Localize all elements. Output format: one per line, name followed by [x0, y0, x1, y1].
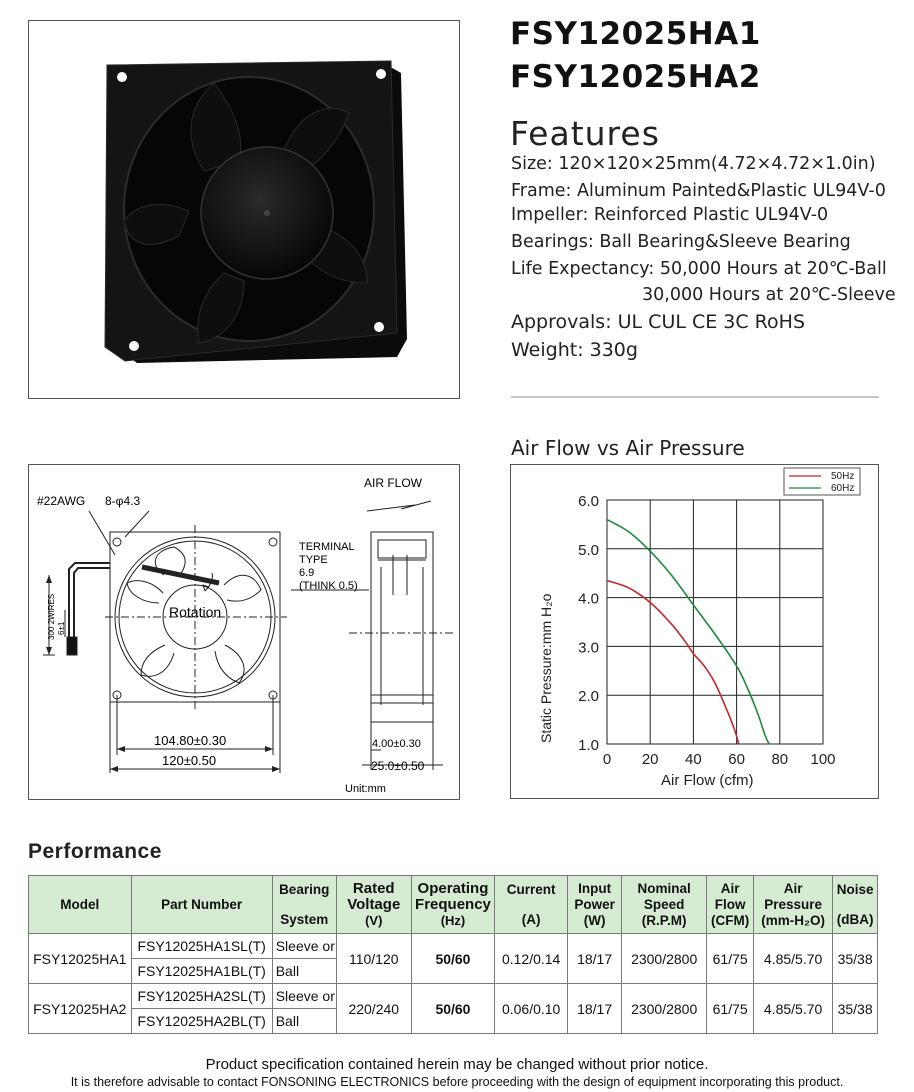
cell-current: 0.06/0.10: [495, 984, 568, 1034]
y-axis-label: Static Pressure:mm H₂o: [538, 593, 554, 743]
cell-air-flow: 61/75: [707, 934, 754, 984]
feature-frame: Frame: Aluminum Painted&Plastic UL94V-0: [511, 181, 886, 201]
inset-label: 4.00±0.30: [372, 738, 421, 750]
feature-life-sleeve: 30,000 Hours at 20℃-Sleeve: [642, 285, 896, 305]
header-part-number: Part Number: [131, 876, 272, 934]
cell-bearing: Ball: [272, 1009, 336, 1034]
table-row: [29, 934, 878, 959]
footer-advice: It is therefore advisable to contact FONSONING ELECTRONICS before proceeding with the design of equipment incorporating this product.: [70, 1075, 844, 1089]
y-tick-label: 3.0: [578, 639, 599, 657]
x-axis-label: Air Flow (cfm): [661, 772, 754, 789]
header-voltage: Rated Voltage (V): [336, 876, 411, 934]
header-bearing: Bearing System: [272, 876, 336, 934]
header-speed: Nominal Speed (R.P.M): [622, 876, 707, 934]
chart-title: Air Flow vs Air Pressure: [511, 436, 745, 460]
header-air-pressure: Air Pressure (mm-H₂O): [754, 876, 833, 934]
rotation-label: Rotation: [169, 604, 222, 620]
cell-air-pressure: 4.85/5.70: [754, 934, 833, 984]
x-tick-label: 0: [602, 751, 612, 768]
thickness-label: 25.0±0.50: [371, 759, 425, 773]
cell-part-number: FSY12025HA1BL(T): [131, 959, 272, 984]
footer-notice: Product specification contained herein may be changed without prior notice.: [205, 1056, 709, 1073]
cell-air-flow: 61/75: [707, 984, 754, 1034]
feature-life: Life Expectancy: 50,000 Hours at 20℃-Ball: [511, 259, 887, 279]
performance-table: [28, 875, 878, 1034]
cell-bearing: Ball: [272, 959, 336, 984]
cell-bearing: Sleeve or: [272, 934, 336, 959]
unit-label: Unit:mm: [345, 783, 386, 795]
cell-power: 18/17: [568, 934, 622, 984]
performance-title: Performance: [28, 840, 162, 863]
plot-area: [607, 500, 823, 744]
awg-label: #22AWG: [37, 494, 86, 508]
terminal-label-4: (THINK 0.5): [299, 580, 358, 592]
cell-part-number: FSY12025HA1SL(T): [131, 934, 272, 959]
cell-part-number: FSY12025HA2BL(T): [131, 1009, 272, 1034]
feature-weight: Weight: 330g: [511, 339, 638, 361]
legend-label-60hz: 60Hz: [831, 483, 855, 494]
cell-power: 18/17: [568, 984, 622, 1034]
feature-bearings: Bearings: Ball Bearing&Sleeve Bearing: [511, 232, 851, 252]
dimension-drawing: [29, 465, 459, 799]
terminal-label-1: TERMINAL: [299, 541, 355, 553]
features-heading: Features: [510, 114, 660, 153]
cell-model: FSY12025HA1: [29, 934, 132, 984]
wire-strip-label: 6±1: [57, 621, 66, 635]
x-tick-label: 20: [641, 751, 659, 768]
pressure-chart: [511, 465, 878, 798]
cell-voltage: 220/240: [336, 984, 411, 1034]
chart-frame: [510, 464, 879, 799]
terminal-label-2: TYPE: [299, 554, 328, 566]
header-air-flow: Air Flow (CFM): [707, 876, 754, 934]
model-title-2: FSY12025HA2: [510, 59, 761, 95]
y-tick-label: 2.0: [578, 688, 599, 706]
feature-impeller: Impeller: Reinforced Plastic UL94V-0: [511, 205, 829, 225]
cell-current: 0.12/0.14: [495, 934, 568, 984]
x-tick-label: 100: [810, 751, 836, 768]
frame-size-label: 120±0.50: [162, 753, 217, 768]
table-header-row: [29, 876, 878, 934]
y-tick-label: 1.0: [578, 737, 599, 754]
cell-part-number: FSY12025HA2SL(T): [131, 984, 272, 1009]
hole-distance-label: 104.80±0.30: [154, 733, 227, 748]
header-noise: Noise (dBA): [833, 876, 878, 934]
x-tick-label: 80: [771, 751, 789, 768]
cell-frequency: 50/60: [411, 984, 494, 1034]
fan-photo: [29, 21, 459, 398]
cell-bearing: Sleeve or: [272, 984, 336, 1009]
product-photo-frame: [28, 20, 460, 399]
cell-noise: 35/38: [833, 934, 878, 984]
cell-noise: 35/38: [833, 984, 878, 1034]
x-tick-label: 60: [728, 751, 745, 768]
y-tick-label: 4.0: [578, 590, 599, 608]
cell-speed: 2300/2800: [622, 934, 707, 984]
table-row: [29, 984, 878, 1009]
air-flow-label: AIR FLOW: [364, 476, 423, 490]
cell-model: FSY12025HA2: [29, 984, 132, 1034]
chart-legend: [784, 468, 860, 495]
cell-speed: 2300/2800: [622, 984, 707, 1034]
model-title-1: FSY12025HA1: [510, 16, 761, 52]
header-power: Input Power (W): [568, 876, 622, 934]
feature-approvals: Approvals: UL CUL CE 3C RoHS: [511, 311, 805, 333]
features-divider: [511, 396, 879, 398]
terminal-label-3: 6.9: [299, 567, 315, 579]
dimension-drawing-frame: [28, 464, 460, 800]
wires-label: 300 2WIRES: [47, 593, 56, 640]
legend-label-50hz: 50Hz: [831, 471, 855, 482]
feature-size: Size: 120×120×25mm(4.72×4.72×1.0in): [511, 154, 876, 174]
y-tick-label: 5.0: [578, 541, 599, 559]
cell-frequency: 50/60: [411, 934, 494, 984]
series-line-50hz: [607, 581, 739, 744]
holes-label: 8-φ4.3: [105, 494, 141, 508]
x-tick-label: 40: [685, 751, 702, 768]
header-frequency: Operating Frequency (Hz): [411, 876, 494, 934]
header-model: Model: [29, 876, 132, 934]
header-current: Current (A): [495, 876, 568, 934]
y-tick-label: 6.0: [578, 493, 599, 510]
cell-voltage: 110/120: [336, 934, 411, 984]
series-line-60hz: [607, 520, 769, 744]
cell-air-pressure: 4.85/5.70: [754, 984, 833, 1034]
